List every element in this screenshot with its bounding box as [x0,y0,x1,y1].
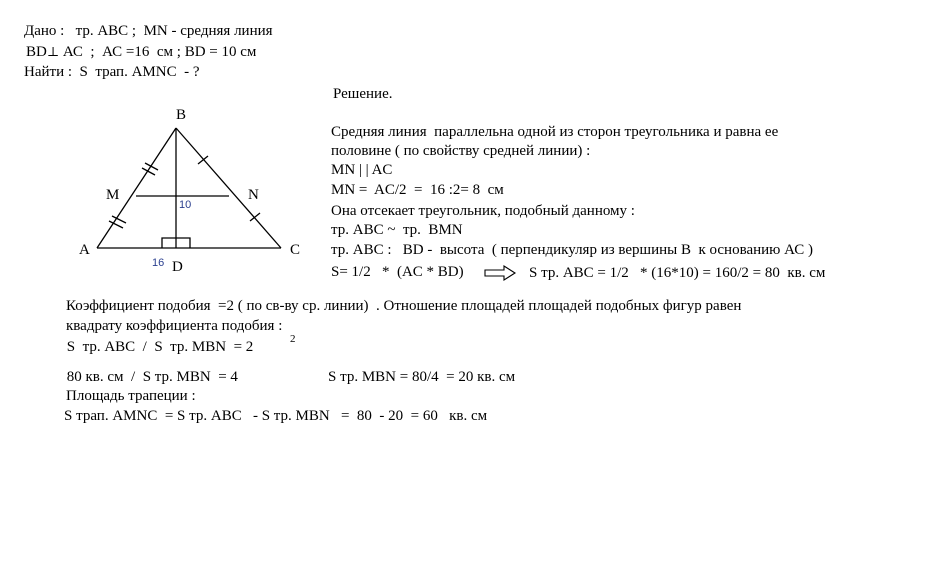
area-ratio: S тр. АВС / S тр. MBN = 2 [63,339,254,355]
point-label-n: N [248,187,259,203]
solution-line-2: половине ( по свойству средней линии) : [331,143,591,159]
point-label-d: D [172,259,183,275]
height-value-label: 10 [179,199,192,211]
similarity-line-1: Коэффициент подобия =2 ( по св-ву ср. линии) . Отношение площадей площадей подобных фигур равен [66,298,742,314]
given-line-1: Дано : тр. АВС ; MN - средняя линия [24,23,273,39]
solution-heading: Решение. [333,86,393,102]
vertex-label-b: B [176,107,187,123]
base-value-label: 16 [152,257,165,269]
given-bd: BD [26,44,47,60]
area-result: S тр. АВС = 1/2 * (16*10) = 160/2 = 80 кв. см [529,265,826,281]
vertex-label-c: C [290,242,301,258]
arrow-icon [485,266,515,280]
given-line-2-rest: АС ; АС =16 см ; BD = 10 см [59,44,257,60]
side-bc [176,128,281,248]
perpendicular-symbol: ⊥ [46,44,60,59]
trapezoid-heading: Площадь трапеции : [66,388,196,404]
solution-line-7: тр. АВС : BD - высота ( перпендикуляр из вершины В к основанию АС ) [331,242,813,258]
similarity-line-2: квадрату коэффициента подобия : [66,318,283,334]
find-line: Найти : S трап. AMNC - ? [24,64,200,80]
solution-line-4: MN = AC/2 = 16 :2= 8 см [331,182,504,198]
trapezoid-formula: S трап. AMNC = S тр. АВС - S тр. MBN = 80 - 20 = 60 кв. см [64,408,488,424]
calc-right: S тр. MBN = 80/4 = 20 кв. см [328,369,516,385]
solution-line-6: тр. АВС ~ тр. BMN [331,222,463,238]
solution-line-5: Она отсекает треугольник, подобный данному : [331,203,635,219]
point-label-m: M [106,187,120,203]
calc-left: 80 кв. см / S тр. MBN = 4 [63,369,238,385]
solution-line-3: MN | | AC [331,162,393,178]
vertex-label-a: A [79,242,90,258]
solution-line-1: Средняя линия параллельна одной из сторон треугольника и равна ее [331,124,779,140]
area-formula: S= 1/2 * (AC * BD) [331,264,464,280]
ratio-exponent: 2 [290,333,296,345]
